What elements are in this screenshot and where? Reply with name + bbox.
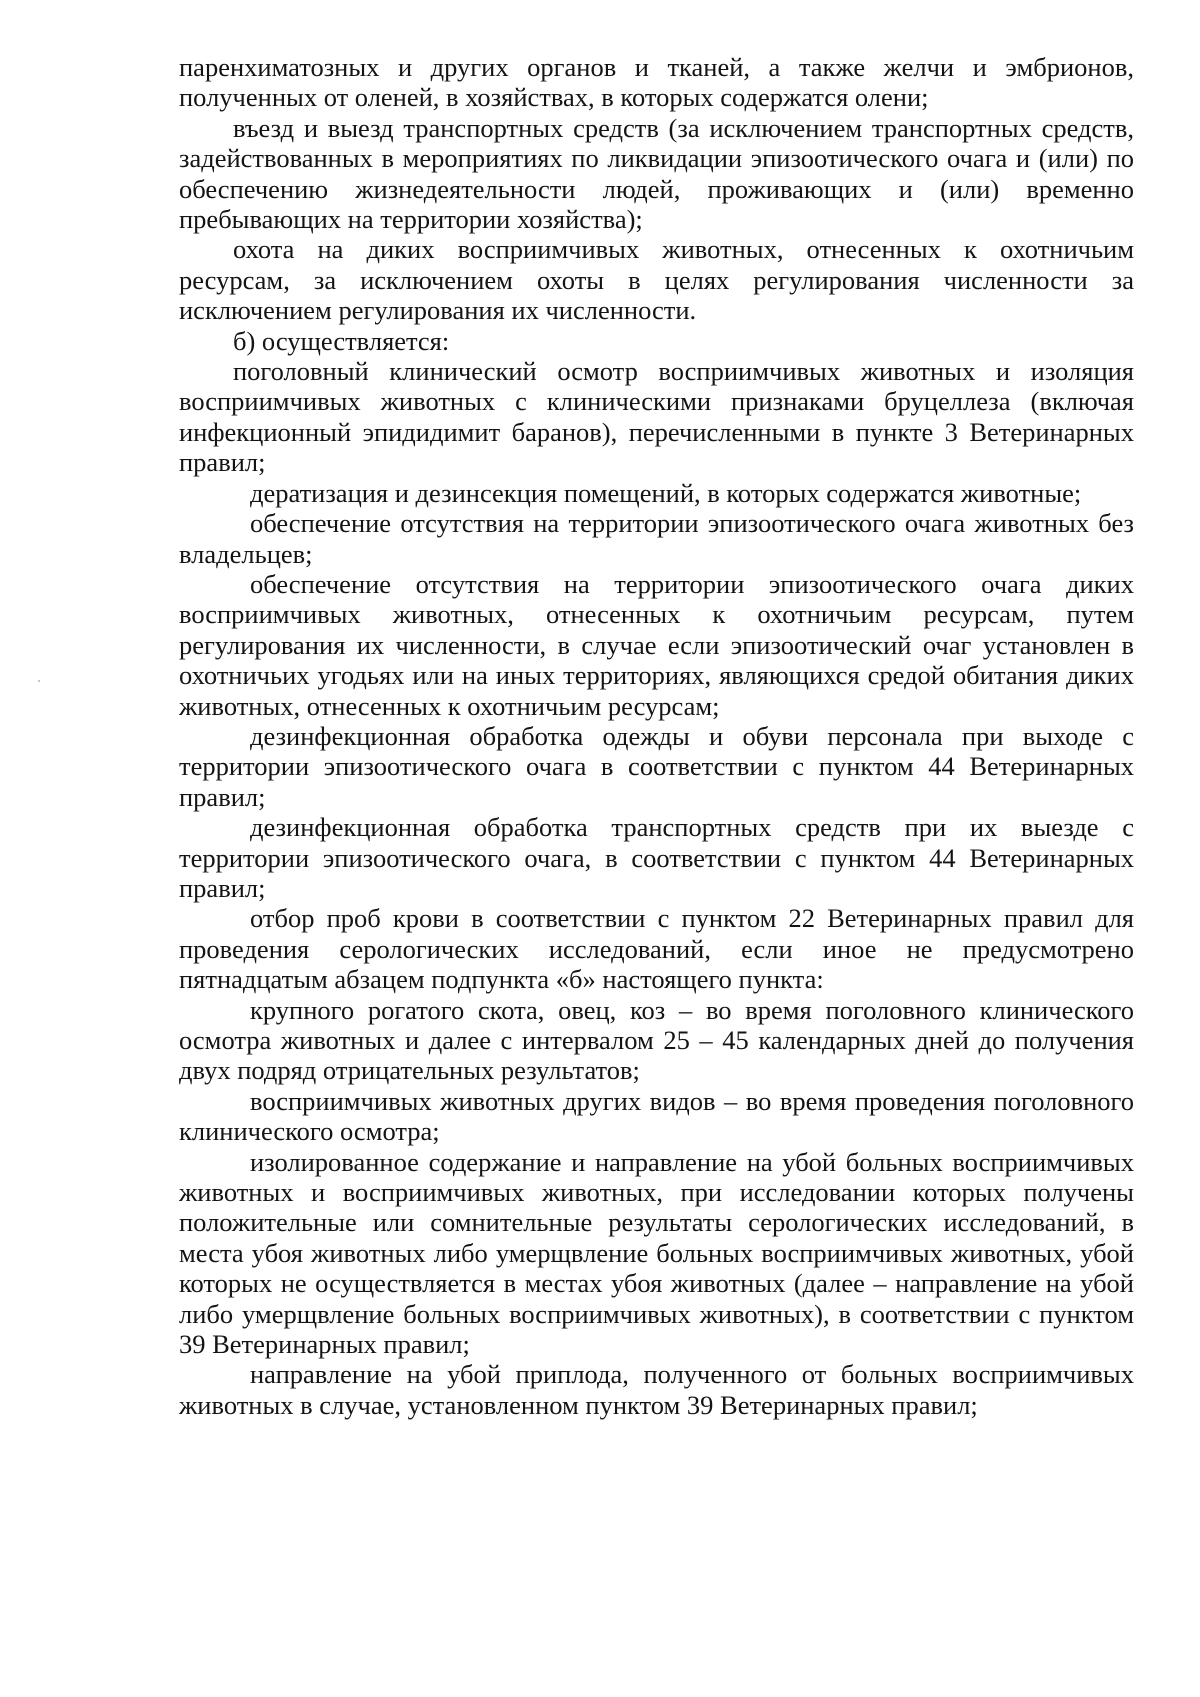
paragraph-4: б) осуществляется: [233, 325, 450, 356]
paragraph-5: поголовный клинический осмотр восприимчивых животных и изоляция восприимчивых животных с клиническими признаками бруцеллеза (включая инфекционный эпидидимит баранов), перечисленными в пункте 3 Ветеринарных правил; [179, 356, 1134, 478]
paragraph-9: дезинфекционная обработка одежды и обуви персонала при выходе с территории эпизоотического очага в соответствии с пунктом 44 Ветеринарных правил; [179, 720, 1134, 812]
paragraph-12: крупного рогатого скота, овец, коз – во время поголовного клинического осмотра животных и далее с интервалом 25 – 45 календарных дней до получения двух подряд отрицательных результатов; [179, 994, 1134, 1086]
paragraph-6: дератизация и дезинсекция помещений, в которых содержатся животные; [250, 477, 1082, 508]
paragraph-14: изолированное содержание и направление на убой больных восприимчивых животных и восприимчивых животных, при исследовании которых получены положительные или сомнительные результаты серологических исследований, в места убоя животных либо умерщвление больных восприимчивых животных, убой которых не осуществляется в местах убоя животных (далее – направление на убой либо умерщвление больных восприимчивых животных), в соответствии с пунктом 39 Ветеринарных правил; [179, 1146, 1134, 1360]
paragraph-1: паренхиматозных и других органов и тканей, а также желчи и эмбрионов, полученных от оленей, в хозяйствах, в которых содержатся олени; [179, 52, 1134, 113]
paragraph-7: обеспечение отсутствия на территории эпизоотического очага животных без владельцев; [179, 508, 1134, 569]
paragraph-13: восприимчивых животных других видов – во время проведения поголовного клинического осмотра; [179, 1085, 1134, 1147]
paragraph-10: дезинфекционная обработка транспортных средств при их выезде с территории эпизоотического очага, в соответствии с пунктом 44 Ветеринарных правил; [179, 812, 1134, 903]
paragraph-15: направление на убой приплода, полученного от больных восприимчивых животных в случае, установленном пунктом 39 Ветеринарных правил; [179, 1359, 1134, 1420]
paragraph-8: обеспечение отсутствия на территории эпизоотического очага диких восприимчивых животных, отнесенных к охотничьим ресурсам, путем регулирования их численности, в случае если эпизоотический очаг установлен в охотничьих угодьях или на иных территориях, являющихся средой обитания диких животных, отнесенных к охотничьим ресурсам; [179, 568, 1134, 721]
document-page [179, 52, 1134, 1420]
paragraph-11: отбор проб крови в соответствии с пунктом 22 Ветеринарных правил для проведения серологических исследований, если иное не предусмотрено пятнадцатым абзацем подпункта «б» настоящего пункта: [179, 903, 1134, 995]
paragraph-2: въезд и выезд транспортных средств (за исключением транспортных средств, задействованных в мероприятиях по ликвидации эпизоотического очага и (или) по обеспечению жизнедеятельности людей, проживающих и (или) временно пребывающих на территории хозяйства); [179, 112, 1134, 235]
scan-speck [38, 680, 40, 682]
paragraph-3: охота на диких восприимчивых животных, отнесенных к охотничьим ресурсам, за исключением охоты в целях регулирования численности за исключением регулирования их численности. [179, 234, 1134, 326]
